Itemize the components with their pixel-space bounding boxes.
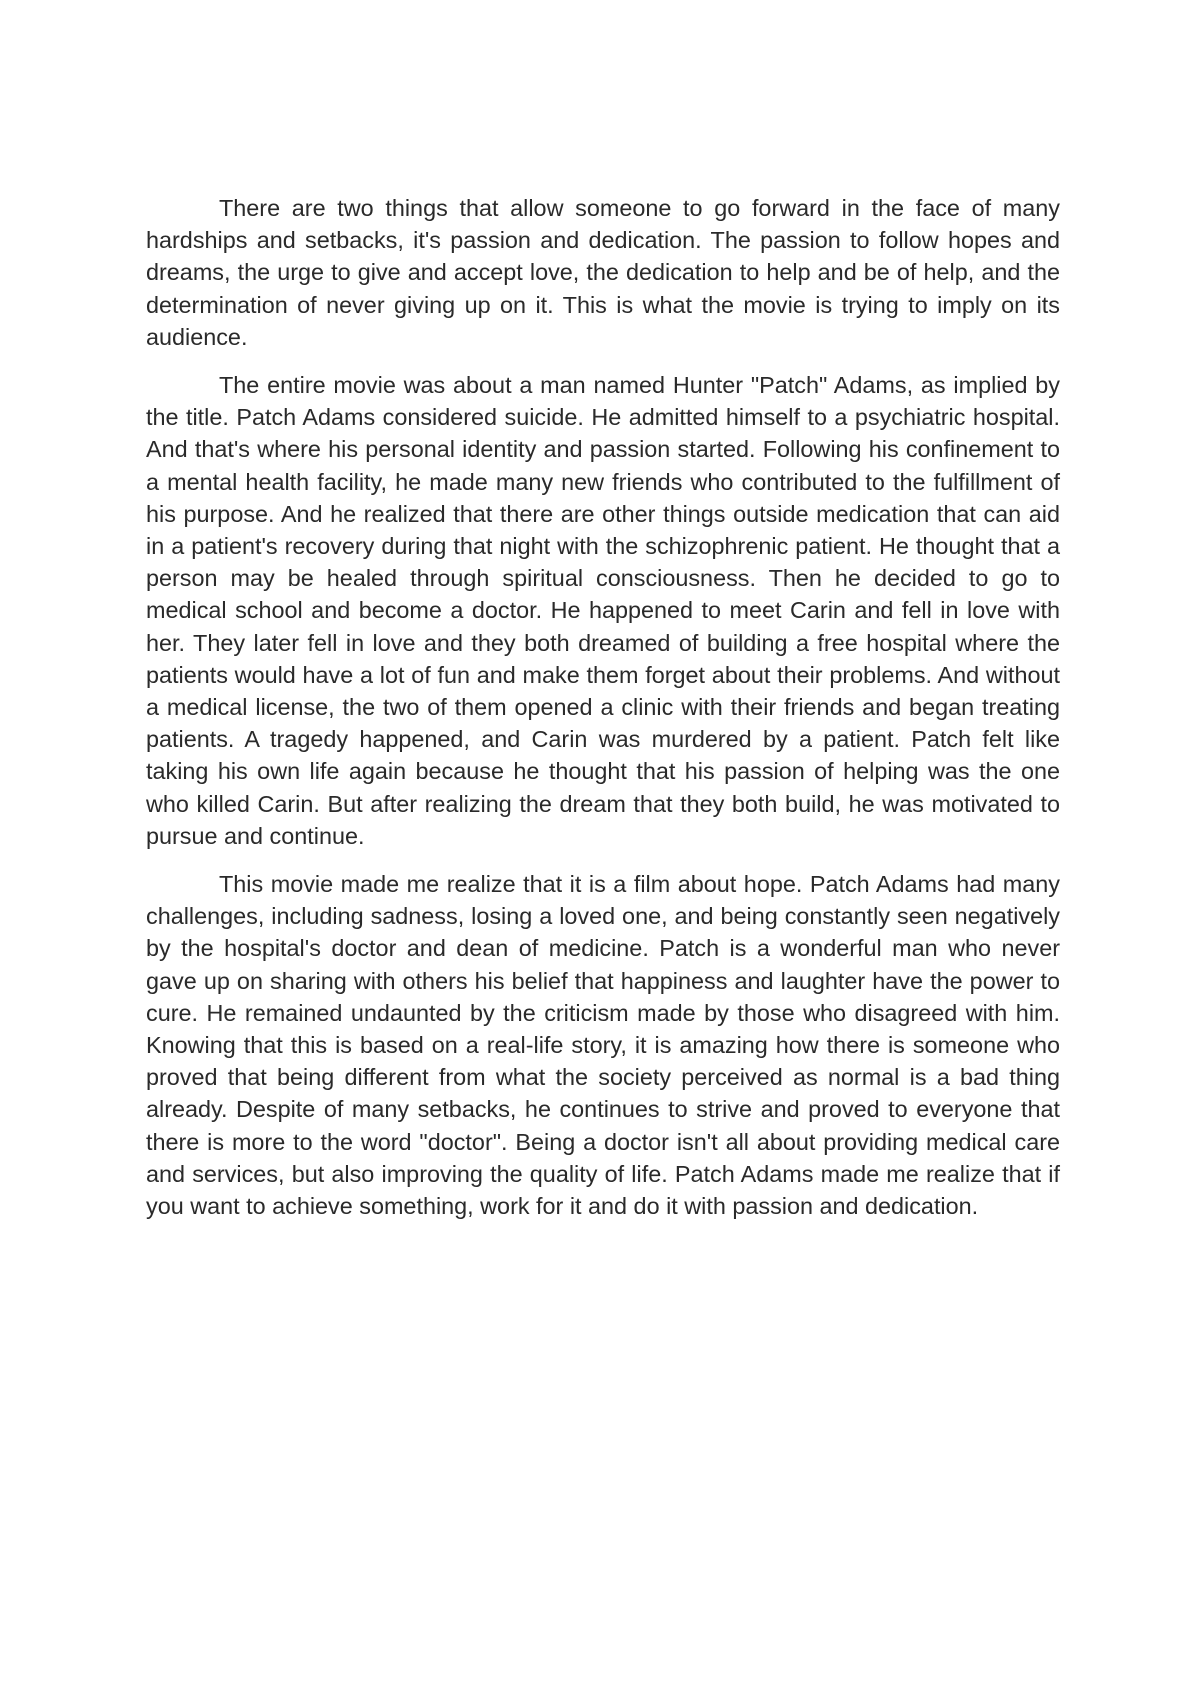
document-body: [146, 192, 1060, 1238]
paragraph-intro: There are two things that allow someone to go forward in the face of many hardships and setbacks, it's passion and dedication. The passion to follow hopes and dreams, the urge to give and accept love, the dedication to help and be of help, and the determination of never giving up on it. This is what the movie is trying to imply on its audience.: [146, 195, 1060, 350]
paragraph-reflection: This movie made me realize that it is a film about hope. Patch Adams had many challenges, including sadness, losing a loved one, and being constantly seen negatively by the hospital's doctor and dean of medicine. Patch is a wonderful man who never gave up on sharing with others his belief that happiness and laughter have the power to cure. He remained undaunted by the criticism made by those who disagreed with him. Knowing that this is based on a real-life story, it is amazing how there is someone who proved that being different from what the society perceived as normal is a bad thing already. Despite of many setbacks, he continues to strive and proved to everyone that there is more to the word "doctor". Being a doctor isn't all about providing medical care and services, but also improving the quality of life. Patch Adams made me realize that if you want to achieve something, work for it and do it with passion and dedication.: [146, 871, 1060, 1220]
paragraph-summary: The entire movie was about a man named Hunter "Patch" Adams, as implied by the title. Patch Adams considered suicide. He admitted himself to a psychiatric hospital. And that's where his personal identity and passion started. Following his confinement to a mental health facility, he made many new friends who contributed to the fulfillment of his purpose. And he realized that there are other things outside medication that can aid in a patient's recovery during that night with the schizophrenic patient. He thought that a person may be healed through spiritual consciousness. Then he decided to go to medical school and become a doctor. He happened to meet Carin and fell in love with her. They later fell in love and they both dreamed of building a free hospital where the patients would have a lot of fun and make them forget about their problems. And without a medical license, the two of them opened a clinic with their friends and began treating patients. A tragedy happened, and Carin was murdered by a patient. Patch felt like taking his own life again because he thought that his passion of helping was the one who killed Carin. But after realizing the dream that they both build, he was motivated to pursue and continue.: [146, 372, 1060, 849]
